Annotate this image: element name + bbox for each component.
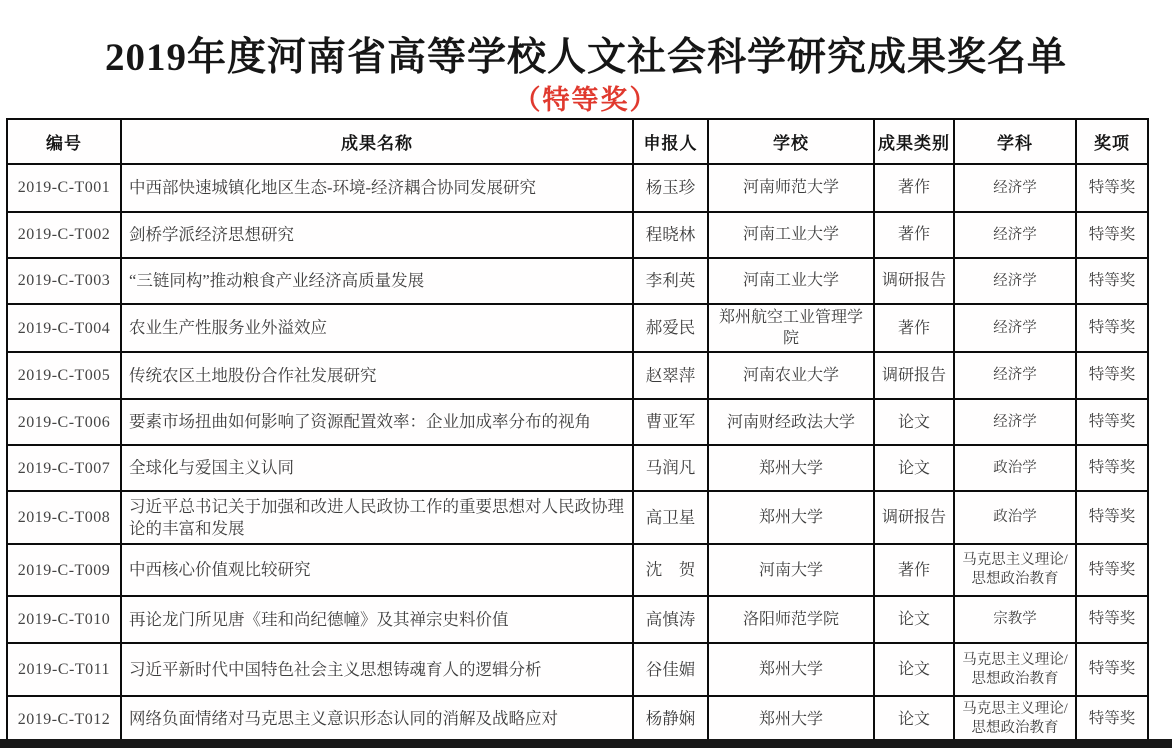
cell-discipline: 经济学 bbox=[954, 258, 1076, 304]
page-title: 2019年度河南省高等学校人文社会科学研究成果奖名单 bbox=[104, 36, 1067, 79]
cell-award: 特等奖 bbox=[1076, 643, 1148, 696]
cell-discipline: 宗教学 bbox=[954, 596, 1076, 643]
cell-applicant: 高卫星 bbox=[633, 491, 708, 544]
page-subtitle: （特等奖） bbox=[513, 85, 659, 115]
cell-category: 论文 bbox=[874, 596, 954, 643]
cell-award: 特等奖 bbox=[1076, 696, 1148, 742]
cell-category: 著作 bbox=[874, 544, 954, 596]
cell-award: 特等奖 bbox=[1076, 304, 1148, 352]
cell-id: 2019-C-T005 bbox=[7, 352, 121, 399]
cell-school: 河南工业大学 bbox=[708, 212, 874, 258]
cell-title: 传统农区土地股份合作社发展研究 bbox=[121, 352, 633, 399]
cell-discipline: 马克思主义理论/思想政治教育 bbox=[954, 696, 1076, 742]
cell-applicant: 谷佳媚 bbox=[633, 643, 708, 696]
cell-discipline: 政治学 bbox=[954, 491, 1076, 544]
table-row bbox=[7, 258, 1148, 304]
table-row bbox=[7, 399, 1148, 445]
cell-award: 特等奖 bbox=[1076, 212, 1148, 258]
cell-award: 特等奖 bbox=[1076, 596, 1148, 643]
cell-title: 习近平新时代中国特色社会主义思想铸魂育人的逻辑分析 bbox=[121, 643, 633, 696]
cell-title: 再论龙门所见唐《珪和尚纪德幢》及其禅宗史料价值 bbox=[121, 596, 633, 643]
table-row bbox=[7, 491, 1148, 544]
bottom-divider-bar bbox=[0, 739, 1172, 748]
cell-category: 论文 bbox=[874, 399, 954, 445]
cell-applicant: 程晓林 bbox=[633, 212, 708, 258]
cell-award: 特等奖 bbox=[1076, 164, 1148, 212]
cell-id: 2019-C-T012 bbox=[7, 696, 121, 742]
table-row bbox=[7, 544, 1148, 596]
header-cell-applicant: 申报人 bbox=[633, 119, 708, 164]
cell-id: 2019-C-T002 bbox=[7, 212, 121, 258]
cell-category: 论文 bbox=[874, 696, 954, 742]
header-cell-school: 学校 bbox=[708, 119, 874, 164]
table-row bbox=[7, 596, 1148, 643]
header-cell-category: 成果类别 bbox=[874, 119, 954, 164]
cell-id: 2019-C-T009 bbox=[7, 544, 121, 596]
cell-applicant: 高慎涛 bbox=[633, 596, 708, 643]
table-body bbox=[7, 164, 1148, 742]
cell-applicant: 赵翠萍 bbox=[633, 352, 708, 399]
cell-discipline: 经济学 bbox=[954, 164, 1076, 212]
cell-discipline: 经济学 bbox=[954, 399, 1076, 445]
header-cell-id: 编号 bbox=[7, 119, 121, 164]
cell-school: 河南农业大学 bbox=[708, 352, 874, 399]
cell-school: 河南师范大学 bbox=[708, 164, 874, 212]
cell-applicant: 李利英 bbox=[633, 258, 708, 304]
cell-school: 河南财经政法大学 bbox=[708, 399, 874, 445]
cell-discipline: 马克思主义理论/思想政治教育 bbox=[954, 643, 1076, 696]
cell-category: 调研报告 bbox=[874, 491, 954, 544]
cell-award: 特等奖 bbox=[1076, 399, 1148, 445]
cell-id: 2019-C-T010 bbox=[7, 596, 121, 643]
cell-school: 郑州大学 bbox=[708, 445, 874, 491]
cell-school: 河南工业大学 bbox=[708, 258, 874, 304]
cell-discipline: 经济学 bbox=[954, 352, 1076, 399]
cell-discipline: 经济学 bbox=[954, 304, 1076, 352]
cell-title: 中西部快速城镇化地区生态-环境-经济耦合协同发展研究 bbox=[121, 164, 633, 212]
cell-award: 特等奖 bbox=[1076, 352, 1148, 399]
cell-title: 要素市场扭曲如何影响了资源配置效率：企业加成率分布的视角 bbox=[121, 399, 633, 445]
cell-applicant: 郝爱民 bbox=[633, 304, 708, 352]
cell-id: 2019-C-T011 bbox=[7, 643, 121, 696]
cell-category: 著作 bbox=[874, 164, 954, 212]
table-row bbox=[7, 445, 1148, 491]
cell-school: 河南大学 bbox=[708, 544, 874, 596]
table-row bbox=[7, 304, 1148, 352]
cell-school: 郑州大学 bbox=[708, 491, 874, 544]
cell-discipline: 经济学 bbox=[954, 212, 1076, 258]
cell-id: 2019-C-T008 bbox=[7, 491, 121, 544]
cell-applicant: 杨玉珍 bbox=[633, 164, 708, 212]
cell-title: 农业生产性服务业外溢效应 bbox=[121, 304, 633, 352]
cell-school: 郑州航空工业管理学院 bbox=[708, 304, 874, 352]
table-row bbox=[7, 164, 1148, 212]
cell-school: 郑州大学 bbox=[708, 696, 874, 742]
cell-discipline: 马克思主义理论/思想政治教育 bbox=[954, 544, 1076, 596]
cell-category: 著作 bbox=[874, 212, 954, 258]
cell-category: 调研报告 bbox=[874, 258, 954, 304]
table-header-row bbox=[7, 119, 1148, 164]
table-row bbox=[7, 212, 1148, 258]
cell-title: 剑桥学派经济思想研究 bbox=[121, 212, 633, 258]
header-cell-title: 成果名称 bbox=[121, 119, 633, 164]
cell-applicant: 沈 贺 bbox=[633, 544, 708, 596]
cell-category: 调研报告 bbox=[874, 352, 954, 399]
cell-id: 2019-C-T001 bbox=[7, 164, 121, 212]
cell-award: 特等奖 bbox=[1076, 445, 1148, 491]
table-row bbox=[7, 696, 1148, 742]
cell-id: 2019-C-T004 bbox=[7, 304, 121, 352]
cell-id: 2019-C-T006 bbox=[7, 399, 121, 445]
cell-school: 洛阳师范学院 bbox=[708, 596, 874, 643]
cell-discipline: 政治学 bbox=[954, 445, 1076, 491]
cell-award: 特等奖 bbox=[1076, 258, 1148, 304]
table-row bbox=[7, 352, 1148, 399]
cell-category: 著作 bbox=[874, 304, 954, 352]
cell-title: 习近平总书记关于加强和改进人民政协工作的重要思想对人民政协理论的丰富和发展 bbox=[121, 491, 633, 544]
header-cell-award: 奖项 bbox=[1076, 119, 1148, 164]
table-row bbox=[7, 643, 1148, 696]
cell-category: 论文 bbox=[874, 445, 954, 491]
cell-school: 郑州大学 bbox=[708, 643, 874, 696]
cell-id: 2019-C-T007 bbox=[7, 445, 121, 491]
award-table bbox=[6, 118, 1149, 743]
cell-applicant: 曹亚军 bbox=[633, 399, 708, 445]
cell-category: 论文 bbox=[874, 643, 954, 696]
header-cell-discipline: 学科 bbox=[954, 119, 1076, 164]
cell-award: 特等奖 bbox=[1076, 544, 1148, 596]
cell-title: 网络负面情绪对马克思主义意识形态认同的消解及战略应对 bbox=[121, 696, 633, 742]
cell-id: 2019-C-T003 bbox=[7, 258, 121, 304]
cell-title: 全球化与爱国主义认同 bbox=[121, 445, 633, 491]
cell-applicant: 马润凡 bbox=[633, 445, 708, 491]
cell-applicant: 杨静娴 bbox=[633, 696, 708, 742]
cell-title: “三链同构”推动粮食产业经济高质量发展 bbox=[121, 258, 633, 304]
cell-award: 特等奖 bbox=[1076, 491, 1148, 544]
cell-title: 中西核心价值观比较研究 bbox=[121, 544, 633, 596]
